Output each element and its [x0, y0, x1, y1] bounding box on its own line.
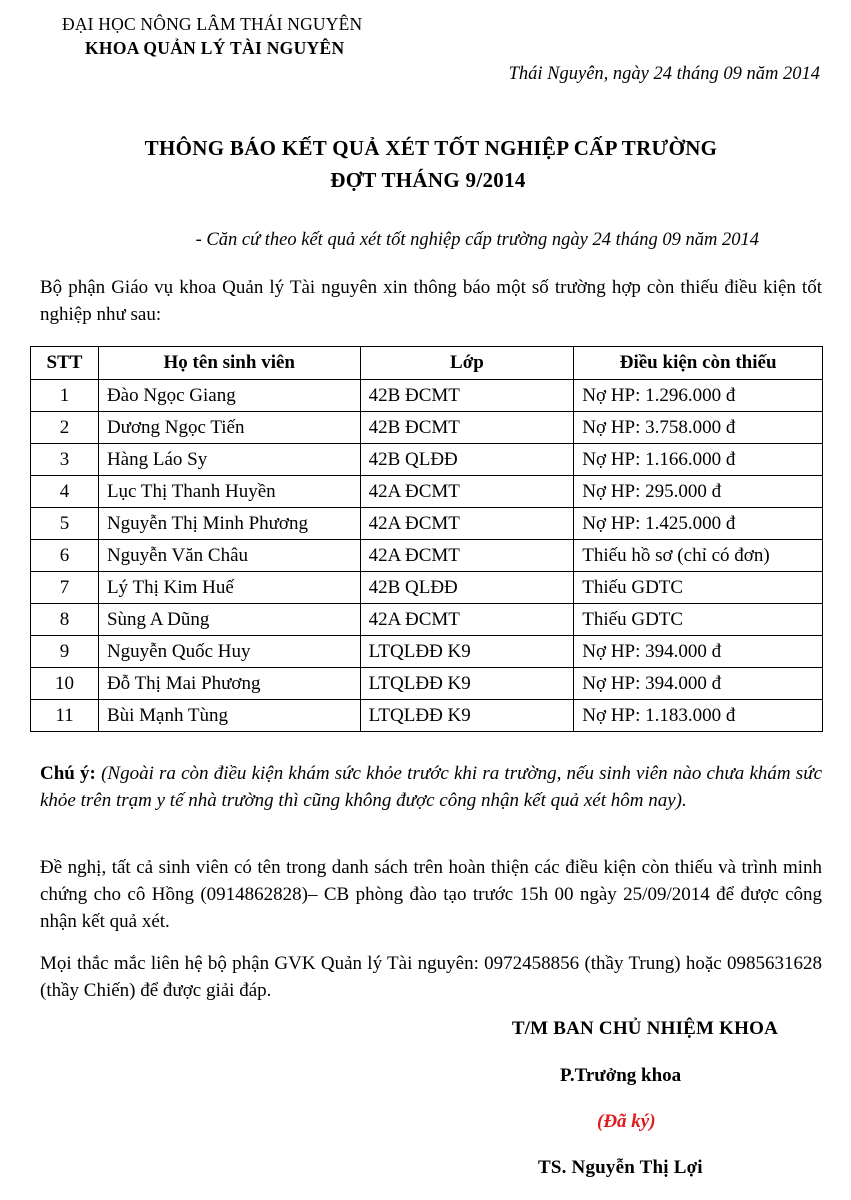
header-student-name: Họ tên sinh viên — [98, 347, 360, 380]
cell-stt: 4 — [31, 476, 99, 508]
cell-stt: 3 — [31, 444, 99, 476]
header-missing-condition: Điều kiện còn thiếu — [574, 347, 823, 380]
table-body — [31, 380, 823, 732]
intro-paragraph: Bộ phận Giáo vụ khoa Quản lý Tài nguyên xin thông báo một số trường hợp còn thiếu điều kiện tốt nghiệp như sau: — [40, 277, 822, 325]
table-row — [31, 668, 823, 700]
table-row — [31, 636, 823, 668]
cell-condition: Nợ HP: 394.000 đ — [574, 668, 823, 700]
cell-class: 42A ĐCMT — [360, 604, 574, 636]
cell-condition: Thiếu GDTC — [574, 604, 823, 636]
cell-name: Nguyễn Văn Châu — [98, 540, 360, 572]
cell-stt: 11 — [31, 700, 99, 732]
table-row — [31, 508, 823, 540]
contact-paragraph: Mọi thắc mắc liên hệ bộ phận GVK Quản lý Tài nguyên: 0972458856 (thầy Trung) hoặc 0985631628 (thầy Chiến) để được giải đáp. — [40, 953, 822, 1001]
cell-name: Nguyễn Quốc Huy — [98, 636, 360, 668]
results-table — [30, 346, 823, 732]
faculty-name: KHOA QUẢN LÝ TÀI NGUYÊN — [85, 38, 345, 58]
note-label: Chú ý: — [40, 763, 96, 784]
table-row — [31, 700, 823, 732]
cell-class: 42A ĐCMT — [360, 508, 574, 540]
cell-condition: Nợ HP: 1.166.000 đ — [574, 444, 823, 476]
cell-condition: Nợ HP: 394.000 đ — [574, 636, 823, 668]
note-text: (Ngoài ra còn điều kiện khám sức khỏe trước khi ra trường, nếu sinh viên nào chưa khám sức khỏe trên trạm y tế nhà trường thì cũng không được công nhận kết quả xét hôm nay). — [40, 763, 823, 811]
cell-name: Hàng Láo Sy — [98, 444, 360, 476]
cell-class: 42A ĐCMT — [360, 540, 574, 572]
cell-stt: 6 — [31, 540, 99, 572]
request-paragraph: Đề nghị, tất cả sinh viên có tên trong danh sách trên hoàn thiện các điều kiện còn thiếu và trình minh chứng cho cô Hồng (0914862828)– CB phòng đào tạo trước 15h 00 ngày 25/09/2014 để được công nhận kết quả xét. — [40, 857, 822, 932]
cell-condition: Nợ HP: 1.425.000 đ — [574, 508, 823, 540]
table-row — [31, 476, 823, 508]
cell-class: LTQLĐĐ K9 — [360, 636, 574, 668]
cell-stt: 8 — [31, 604, 99, 636]
legal-basis: - Căn cứ theo kết quả xét tốt nghiệp cấp trường ngày 24 tháng 09 năm 2014 — [195, 230, 759, 250]
university-name: ĐẠI HỌC NÔNG LÂM THÁI NGUYÊN — [62, 14, 363, 34]
cell-class: 42A ĐCMT — [360, 476, 574, 508]
table-row — [31, 572, 823, 604]
cell-condition: Thiếu GDTC — [574, 572, 823, 604]
cell-name: Nguyễn Thị Minh Phương — [98, 508, 360, 540]
signatory-name: TS. Nguyễn Thị Lợi — [538, 1157, 703, 1178]
signature-on-behalf: T/M BAN CHỦ NHIỆM KHOA — [511, 1018, 778, 1039]
cell-condition: Nợ HP: 1.183.000 đ — [574, 700, 823, 732]
cell-stt: 7 — [31, 572, 99, 604]
header-class: Lớp — [360, 347, 574, 380]
header-stt: STT — [31, 347, 99, 380]
cell-class: 42B QLĐĐ — [360, 444, 574, 476]
table-header-row — [31, 347, 823, 380]
cell-class: LTQLĐĐ K9 — [360, 700, 574, 732]
table-row — [31, 540, 823, 572]
cell-class: 42B ĐCMT — [360, 380, 574, 412]
date-line: Thái Nguyên, ngày 24 tháng 09 năm 2014 — [508, 64, 820, 84]
cell-name: Dương Ngọc Tiến — [98, 412, 360, 444]
cell-class: LTQLĐĐ K9 — [360, 668, 574, 700]
cell-condition: Nợ HP: 295.000 đ — [574, 476, 823, 508]
cell-stt: 1 — [31, 380, 99, 412]
cell-class: 42B ĐCMT — [360, 412, 574, 444]
cell-name: Đào Ngọc Giang — [98, 380, 360, 412]
cell-stt: 10 — [31, 668, 99, 700]
cell-condition: Nợ HP: 1.296.000 đ — [574, 380, 823, 412]
signature-position: P.Trưởng khoa — [560, 1065, 682, 1086]
cell-name: Lục Thị Thanh Huyền — [98, 476, 360, 508]
cell-name: Sùng A Dũng — [98, 604, 360, 636]
cell-name: Bùi Mạnh Tùng — [98, 700, 360, 732]
table-row — [31, 412, 823, 444]
table-row — [31, 444, 823, 476]
cell-condition: Thiếu hồ sơ (chỉ có đơn) — [574, 540, 823, 572]
cell-name: Lý Thị Kim Huế — [98, 572, 360, 604]
signature-signed-mark: (Đã ký) — [597, 1111, 656, 1132]
cell-class: 42B QLĐĐ — [360, 572, 574, 604]
document-subtitle: ĐỢT THÁNG 9/2014 — [330, 168, 526, 192]
note-paragraph — [40, 760, 822, 814]
cell-condition: Nợ HP: 3.758.000 đ — [574, 412, 823, 444]
cell-stt: 5 — [31, 508, 99, 540]
table-row — [31, 380, 823, 412]
cell-stt: 9 — [31, 636, 99, 668]
cell-stt: 2 — [31, 412, 99, 444]
document-title: THÔNG BÁO KẾT QUẢ XÉT TỐT NGHIỆP CẤP TRƯỜNG — [144, 136, 718, 160]
table-row — [31, 604, 823, 636]
cell-name: Đỗ Thị Mai Phương — [98, 668, 360, 700]
